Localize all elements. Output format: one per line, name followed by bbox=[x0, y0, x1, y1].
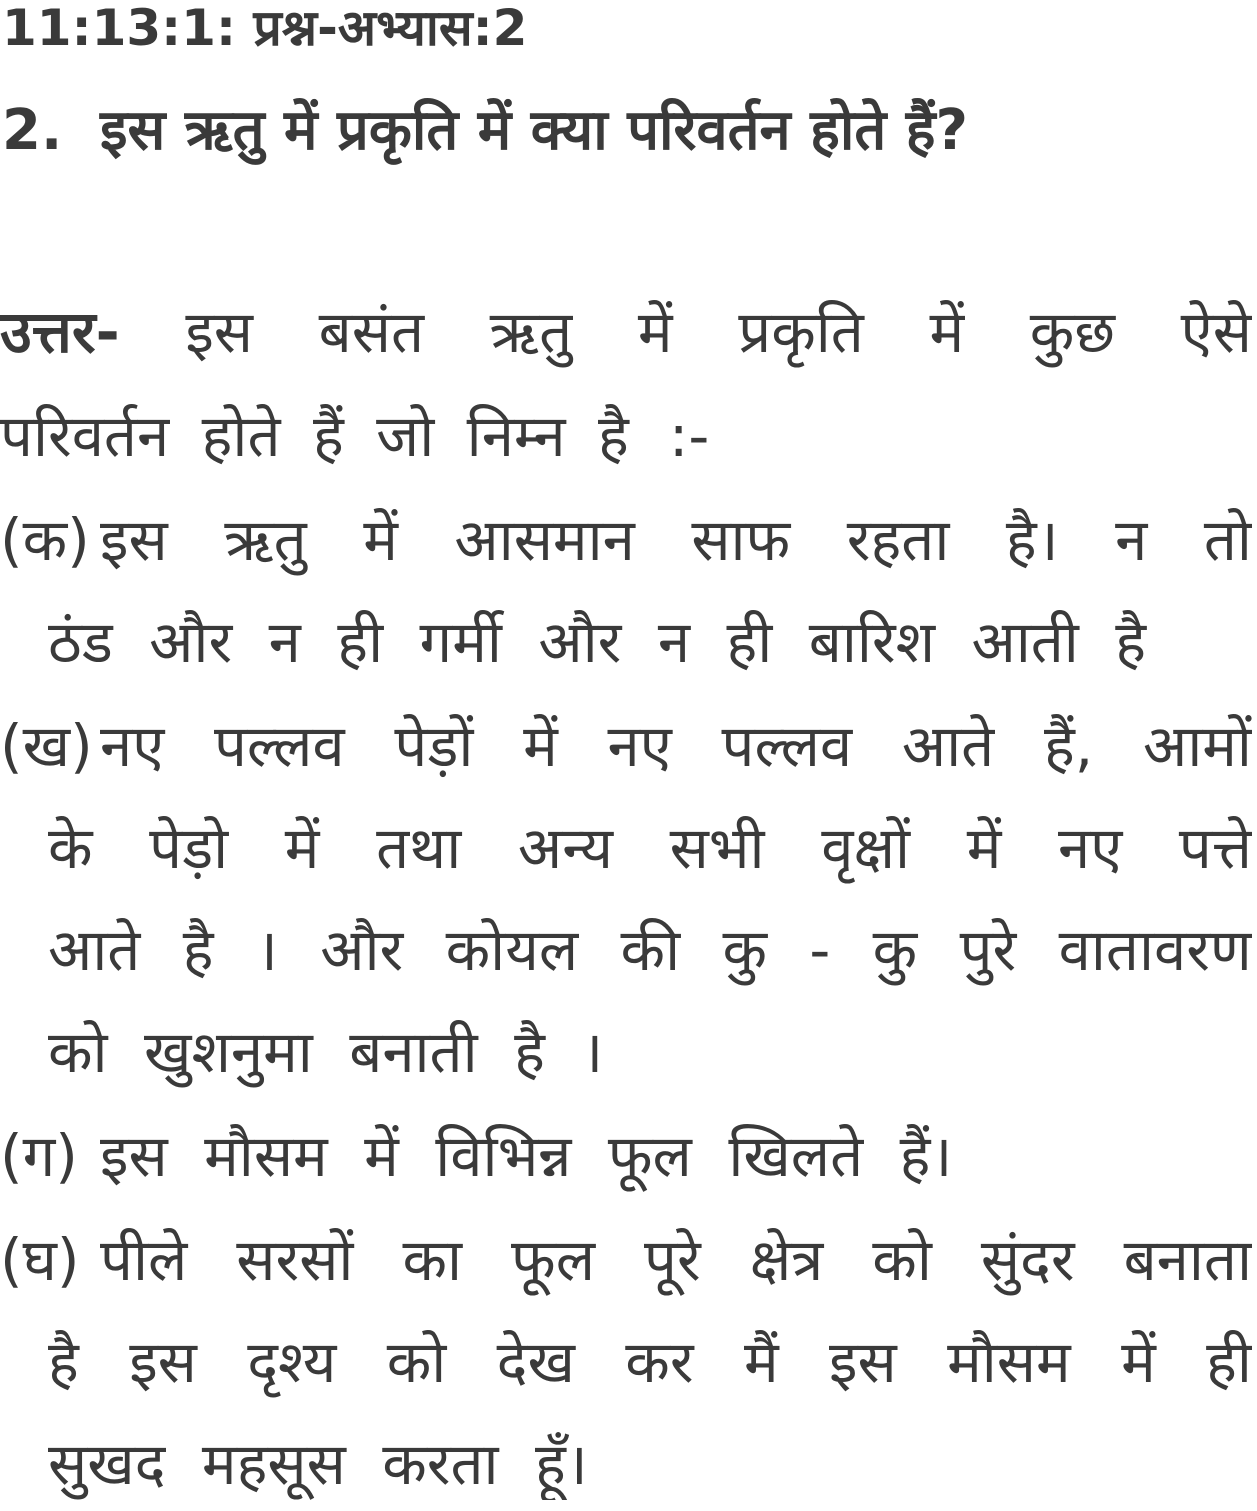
word: पल्लव bbox=[721, 712, 853, 780]
word: सभी bbox=[669, 814, 765, 882]
word: नए bbox=[607, 712, 672, 780]
word: कर bbox=[625, 1328, 694, 1396]
word: में bbox=[284, 814, 320, 882]
word: रहता bbox=[846, 506, 950, 574]
word: ऋतु bbox=[224, 506, 307, 574]
item-kha-line-2 bbox=[0, 812, 1252, 884]
word: न bbox=[1115, 506, 1148, 574]
word: आते bbox=[901, 712, 995, 780]
item-gha-line-2 bbox=[0, 1326, 1252, 1398]
item-text: को खुशनुमा बनाती है । bbox=[48, 1018, 604, 1086]
word: बसंत bbox=[318, 298, 425, 366]
item-gha-line-1 bbox=[0, 1224, 1252, 1296]
word: में bbox=[929, 298, 965, 366]
question bbox=[2, 96, 968, 166]
item-marker: (ख) नए bbox=[0, 712, 165, 780]
item-marker: (क) इस bbox=[0, 506, 168, 574]
word: - bbox=[809, 916, 831, 984]
item-text: इस मौसम में विभिन्न फूल खिलते हैं। bbox=[100, 1122, 953, 1190]
item-ka-line-2 bbox=[0, 606, 1252, 678]
item-kha-line-3 bbox=[0, 914, 1252, 986]
word: कोयल bbox=[445, 916, 579, 984]
item-ka-line-1 bbox=[0, 504, 1252, 576]
word: आमों bbox=[1142, 712, 1252, 780]
word: ऋतु bbox=[489, 298, 573, 366]
word: में bbox=[1121, 1328, 1156, 1396]
word: तो bbox=[1203, 506, 1252, 574]
word: प्रकृति bbox=[738, 298, 864, 366]
intro-text: परिवर्तन होते हैं जो निम्न है bbox=[0, 402, 629, 470]
question-text: इस ऋतु में प्रकृति में क्या परिवर्तन होते हैं? bbox=[100, 98, 968, 163]
word: साफ bbox=[691, 506, 791, 574]
item-text: सुखद महसूस करता हूँ। bbox=[48, 1430, 588, 1498]
word: में bbox=[966, 814, 1002, 882]
word: में bbox=[363, 506, 398, 574]
word: की bbox=[620, 916, 681, 984]
item-text: ठंड और न ही गर्मी और न ही बारिश आती है bbox=[48, 608, 1147, 676]
word: इस bbox=[829, 1328, 897, 1396]
answer-intro-line-1 bbox=[0, 296, 1252, 368]
word: सरसों bbox=[236, 1226, 354, 1294]
word: देख bbox=[496, 1328, 575, 1396]
word: वृक्षों bbox=[821, 814, 911, 882]
word: आते bbox=[48, 916, 141, 984]
word: को bbox=[386, 1328, 447, 1396]
word: है bbox=[182, 916, 214, 984]
item-gha-line-3 bbox=[0, 1428, 1252, 1500]
word: बनाता bbox=[1123, 1226, 1252, 1294]
word: । bbox=[255, 916, 278, 984]
word: क्षेत्र bbox=[749, 1226, 824, 1294]
word: इस bbox=[129, 1328, 197, 1396]
item-marker: (ग) bbox=[0, 1122, 78, 1190]
word: ऐसे bbox=[1180, 298, 1252, 366]
item-marker: (घ) पीले bbox=[0, 1226, 188, 1294]
word: सुंदर bbox=[980, 1226, 1075, 1294]
word: आसमान bbox=[454, 506, 635, 574]
word: है। bbox=[1005, 506, 1059, 574]
section-heading: 11:13:1: प्रश्न-अभ्यास:2 bbox=[2, 0, 528, 57]
answer-label: उत्तर- bbox=[0, 298, 120, 366]
word: पत्ते bbox=[1178, 814, 1252, 882]
word: को bbox=[872, 1226, 932, 1294]
word: में bbox=[523, 712, 558, 780]
word: इस bbox=[185, 298, 253, 366]
word: फूल bbox=[511, 1226, 596, 1294]
word: का bbox=[402, 1226, 463, 1294]
word: के bbox=[48, 814, 93, 882]
word: और bbox=[320, 916, 404, 984]
word: पुरे bbox=[959, 916, 1017, 984]
word: अन्य bbox=[517, 814, 613, 882]
word: में bbox=[637, 298, 673, 366]
word: पेड़ो bbox=[149, 814, 229, 882]
item-kha-line-4 bbox=[0, 1016, 1252, 1088]
word: कु bbox=[872, 916, 918, 984]
word: है bbox=[48, 1328, 79, 1396]
word: पेड़ों bbox=[394, 712, 474, 780]
word: कुछ bbox=[1029, 298, 1115, 366]
word: पूरे bbox=[644, 1226, 701, 1294]
word: नए bbox=[1058, 814, 1123, 882]
answer-intro-line-2 bbox=[0, 400, 1252, 472]
word: पल्लव bbox=[213, 712, 345, 780]
word: दृश्य bbox=[247, 1328, 337, 1396]
intro-colon: :- bbox=[668, 402, 710, 470]
word: मौसम bbox=[947, 1328, 1071, 1396]
word: हैं, bbox=[1043, 712, 1094, 780]
word: तथा bbox=[376, 814, 462, 882]
question-number: 2. bbox=[2, 98, 63, 163]
word: वातावरण bbox=[1058, 916, 1252, 984]
word: मैं bbox=[743, 1328, 779, 1396]
word: ही bbox=[1206, 1328, 1252, 1396]
item-kha-line-1 bbox=[0, 710, 1252, 782]
item-ga-line-1 bbox=[0, 1120, 1252, 1192]
word: कु bbox=[722, 916, 768, 984]
